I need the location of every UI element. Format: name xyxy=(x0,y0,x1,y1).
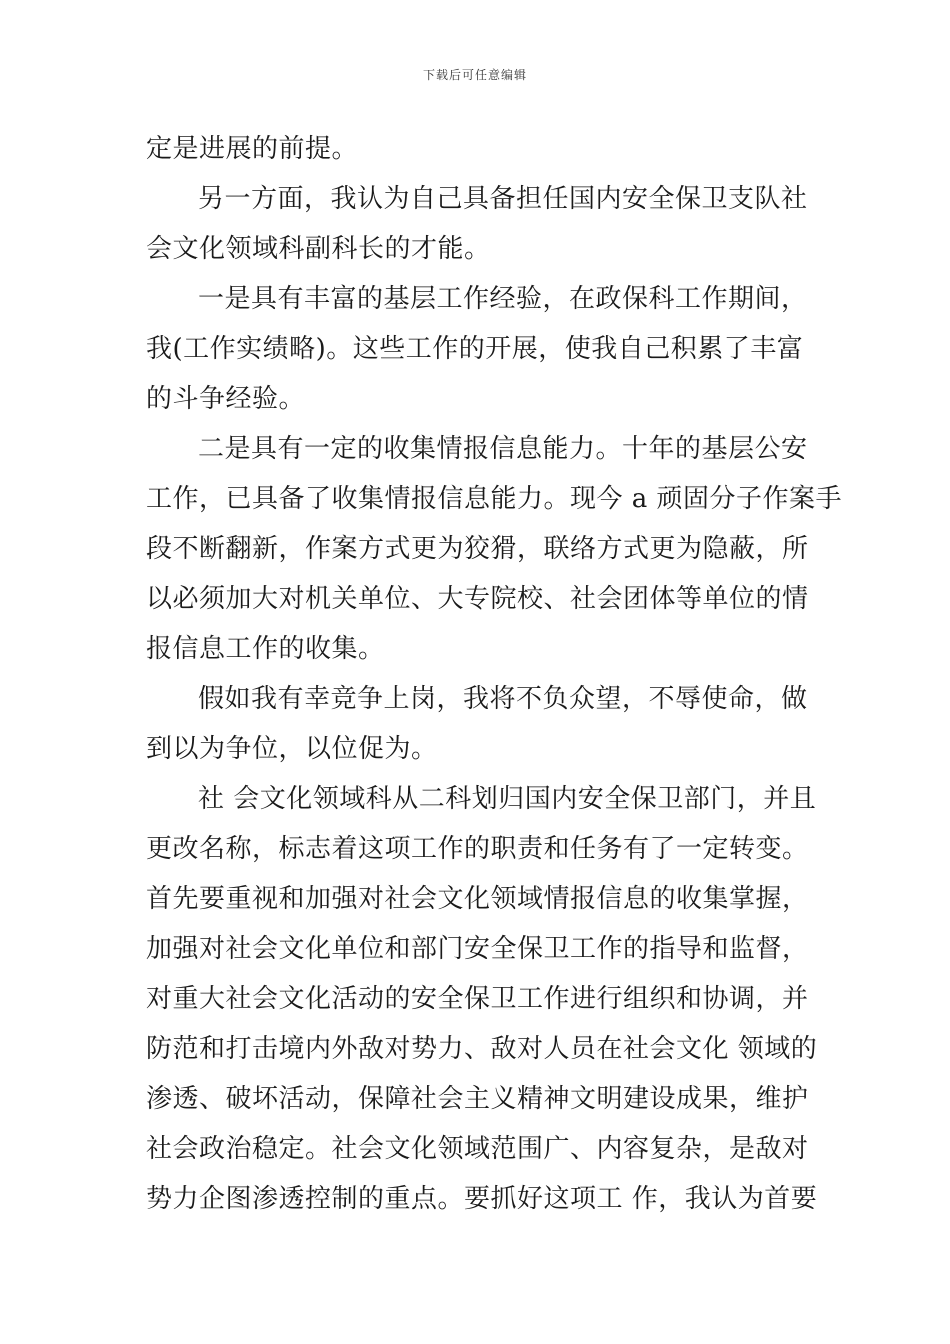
text-line: 社 会文化领域科从二科划归国内安全保卫部门，并且 xyxy=(198,784,817,814)
text-line: 渗透、破坏活动，保障社会主义精神文明建设成果，维护 xyxy=(146,1084,809,1114)
text-line: 社会政治稳定。社会文化领域范围广、内容复杂，是敌对 xyxy=(146,1134,809,1164)
text-line: 二是具有一定的收集情报信息能力。十年的基层公安 xyxy=(198,434,808,464)
text-line: 防范和打击境内外敌对势力、敌对人员在社会文化 领域的 xyxy=(146,1034,818,1064)
text-line: 到以为争位，以位促为。 xyxy=(146,734,438,764)
page-header: 下载后可任意编辑 xyxy=(422,68,527,82)
body-text xyxy=(146,124,843,1224)
text-line: 的斗争经验。 xyxy=(146,384,306,414)
text-line: 工作，已具备了收集情报信息能力。现今 a 顽固分子作案手 xyxy=(146,484,843,514)
text-line: 假如我有幸竞争上岗，我将不负众望，不辱使命，做 xyxy=(198,684,808,714)
text-line: 更改名称，标志着这项工作的职责和任务有了一定转变。 xyxy=(146,834,809,864)
text-line: 报信息工作的收集。 xyxy=(146,634,385,664)
text-line: 以必须加大对机关单位、大专院校、社会团体等单位的情 xyxy=(146,584,809,614)
text-line: 首先要重视和加强对社会文化领域情报信息的收集掌握， xyxy=(146,884,809,914)
text-line: 我(工作实绩略)。这些工作的开展，使我自己积累了丰富 xyxy=(146,334,804,364)
text-line: 一是具有丰富的基层工作经验，在政保科工作期间， xyxy=(198,284,808,314)
text-line: 势力企图渗透控制的重点。要抓好这项工 作，我认为首要 xyxy=(146,1184,818,1214)
text-line: 另一方面，我认为自己具备担任国内安全保卫支队社 xyxy=(198,184,808,214)
text-line: 定是进展的前提。 xyxy=(146,134,359,164)
text-line: 会文化领域科副科长的才能。 xyxy=(146,234,491,264)
text-line: 加强对社会文化单位和部门安全保卫工作的指导和监督， xyxy=(146,934,809,964)
text-line: 对重大社会文化活动的安全保卫工作进行组织和协调，并 xyxy=(146,984,809,1014)
text-line: 段不断翻新，作案方式更为狡猾，联络方式更为隐蔽，所 xyxy=(146,534,809,564)
